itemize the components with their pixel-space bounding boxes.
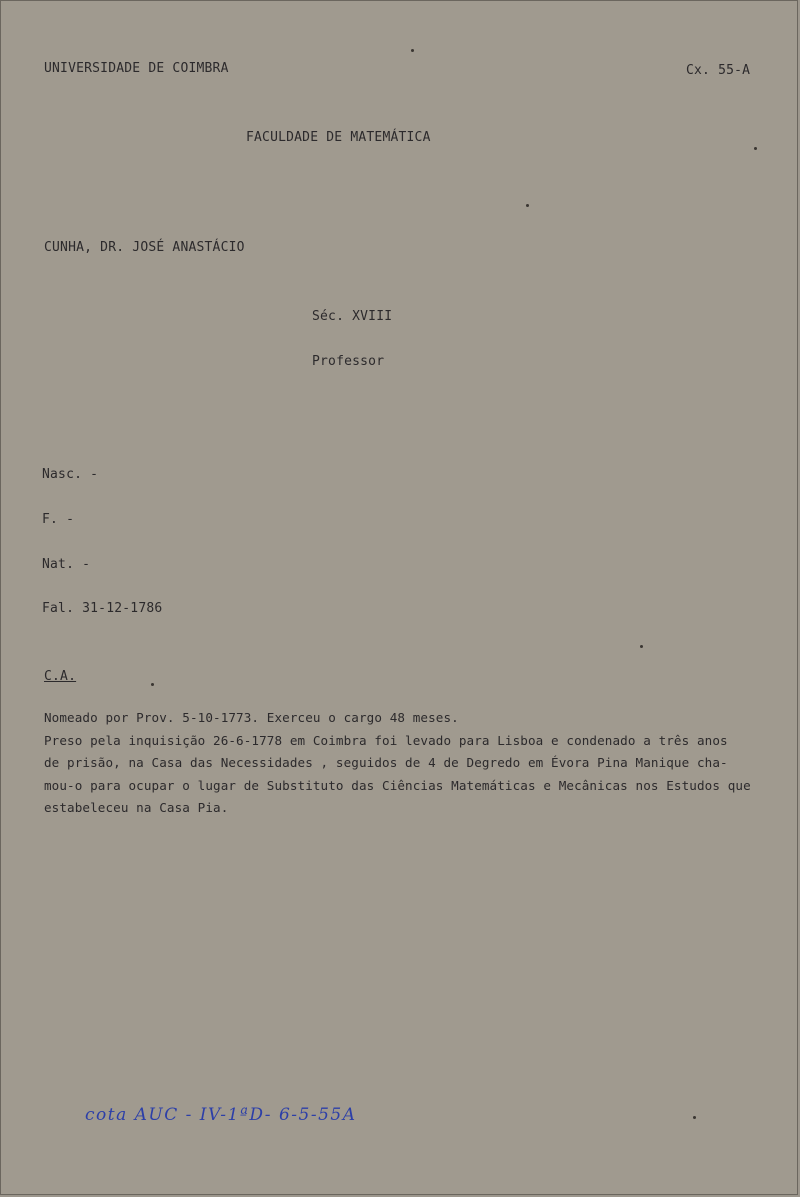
paper-speck <box>526 204 529 207</box>
section-heading: C.A. <box>44 669 77 684</box>
career-line: Preso pela inquisição 26-6-1778 em Coimbra foi levado para Lisboa e condenado a três anos <box>44 732 728 748</box>
paper-speck <box>411 49 414 52</box>
handwritten-archive-reference: cota AUC - IV-1ªD- 6-5-55A <box>85 1105 357 1125</box>
birth-field: Nasc. - <box>42 467 99 482</box>
career-line: Nomeado por Prov. 5-10-1773. Exerceu o cargo 48 meses. <box>44 710 459 725</box>
paper-speck <box>754 147 757 150</box>
person-name: CUNHA, DR. JOSÉ ANASTÁCIO <box>44 240 245 255</box>
role-label: Professor <box>312 354 385 369</box>
career-line: de prisão, na Casa das Necessidades , seguidos de 4 de Degredo em Évora Pina Manique cha- <box>44 755 728 770</box>
faculty-title: FACULDADE DE MATEMÁTICA <box>246 130 431 145</box>
institution-label: UNIVERSIDADE DE COIMBRA <box>44 61 229 76</box>
career-line: mou-o para ocupar o lugar de Substituto das Ciências Matemáticas e Mecânicas nos Estudos que <box>44 777 751 793</box>
paper-speck <box>640 645 643 648</box>
paper-speck <box>693 1116 696 1119</box>
origin-field: Nat. - <box>42 557 91 572</box>
career-line: estabeleceu na Casa Pia. <box>44 800 229 815</box>
paper-speck <box>151 683 154 686</box>
death-field: Fal. 31-12-1786 <box>42 601 163 616</box>
parent-field: F. - <box>42 512 75 527</box>
century-label: Séc. XVIII <box>312 309 393 324</box>
career-notes <box>44 707 792 820</box>
box-reference: Cx. 55-A <box>686 63 751 78</box>
